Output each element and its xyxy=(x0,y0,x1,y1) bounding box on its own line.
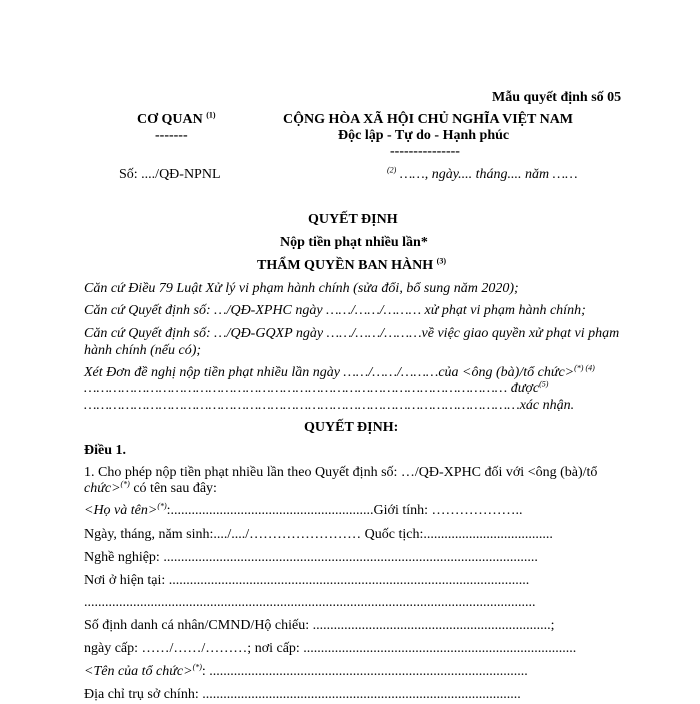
authority-note: (3) xyxy=(436,256,446,266)
consider-dots: ………………………………………………………………………………………… được xyxy=(84,381,540,396)
authority-text: THẨM QUYỀN BAN HÀNH xyxy=(257,258,434,273)
date-text: ……, ngày.... tháng.... năm …… xyxy=(399,167,578,182)
field-note: (*) xyxy=(157,501,167,511)
date-note: (2) xyxy=(387,165,397,175)
clause-subject: chức> xyxy=(84,481,121,496)
decide-heading: QUYẾT ĐỊNH: xyxy=(304,420,399,435)
basis-1: Căn cứ Điều 79 Luật Xử lý vi phạm hành chính (sửa đổi, bổ sung năm 2020); xyxy=(84,281,519,296)
field-value: : ........................................................................................... xyxy=(201,664,528,679)
basis-3-cont: hành chính (nếu có); xyxy=(84,343,202,358)
agency-name: CƠ QUAN xyxy=(137,112,203,127)
issuing-authority xyxy=(257,257,446,275)
field-full-name xyxy=(84,502,523,520)
consider-note: (*) (4) xyxy=(574,363,595,373)
field-note: (*) xyxy=(192,662,202,672)
field-head-office: Địa chỉ trụ sở chính: ........................................................................................... xyxy=(84,687,521,702)
article-1-clause: 1. Cho phép nộp tiền phạt nhiều lần theo Quyết định số: …/QĐ-XPHC đối với <ông (bà)/tổ xyxy=(84,465,598,480)
document-subtitle: Nộp tiền phạt nhiều lần* xyxy=(280,235,428,250)
field-issue-info: ngày cấp: ……/……/………; nơi cấp: .............................................................................. xyxy=(84,641,577,656)
consider-note-2: (5) xyxy=(539,379,549,389)
article-1-heading: Điều 1. xyxy=(84,443,126,458)
country-rule: --------------- xyxy=(390,144,460,159)
field-dob-nationality: Ngày, tháng, năm sinh:..../..../…………………… Quốc tịch:..................................... xyxy=(84,527,553,542)
field-label: <Tên của tổ chức> xyxy=(84,664,193,679)
form-code: Mẫu quyết định số 05 xyxy=(492,90,622,105)
field-occupation: Nghề nghiệp: ........................................................................................................... xyxy=(84,550,538,565)
date-line xyxy=(387,166,578,184)
basis-3: Căn cứ Quyết định số: …/QĐ-GQXP ngày ……/……/………về việc giao quyền xử phạt vi phạm xyxy=(84,326,620,341)
country-motto: Độc lập - Tự do - Hạnh phúc xyxy=(338,128,510,143)
field-label: <Họ và tên> xyxy=(84,503,158,518)
agency-note: (1) xyxy=(206,110,216,120)
country-name: CỘNG HÒA XÃ HỘI CHỦ NGHĨA VIỆT NAM xyxy=(283,112,574,127)
field-residence-cont: ................................................................................................................................. xyxy=(84,595,536,610)
consider-line-2 xyxy=(84,380,548,398)
consider-text: Xét Đơn đề nghị nộp tiền phạt nhiều lần ngày ……/……/………của <ông (bà)/tổ chức> xyxy=(84,365,575,380)
field-id-number: Số định danh cá nhân/CMND/Hộ chiếu: ....................................................................; xyxy=(84,618,555,633)
decision-number: Số: ..../QĐ-NPNL xyxy=(119,167,221,182)
document-title: QUYẾT ĐỊNH xyxy=(308,212,398,227)
consider-line-3: ……………………………………………………………………………………………xác nhận. xyxy=(84,398,575,413)
field-org-name xyxy=(84,663,528,681)
basis-2: Căn cứ Quyết định số: …/QĐ-XPHC ngày ……/……/……… xử phạt vi phạm hành chính; xyxy=(84,303,586,318)
field-value: :..........................................................Giới tính: ……………….. xyxy=(166,503,523,518)
field-residence: Nơi ở hiện tại: ....................................................................................................... xyxy=(84,573,530,588)
clause-tail: có tên sau đây: xyxy=(129,481,217,496)
article-1-clause-cont xyxy=(84,480,217,498)
clause-note: (*) xyxy=(120,479,130,489)
agency-rule: ------- xyxy=(155,128,188,143)
